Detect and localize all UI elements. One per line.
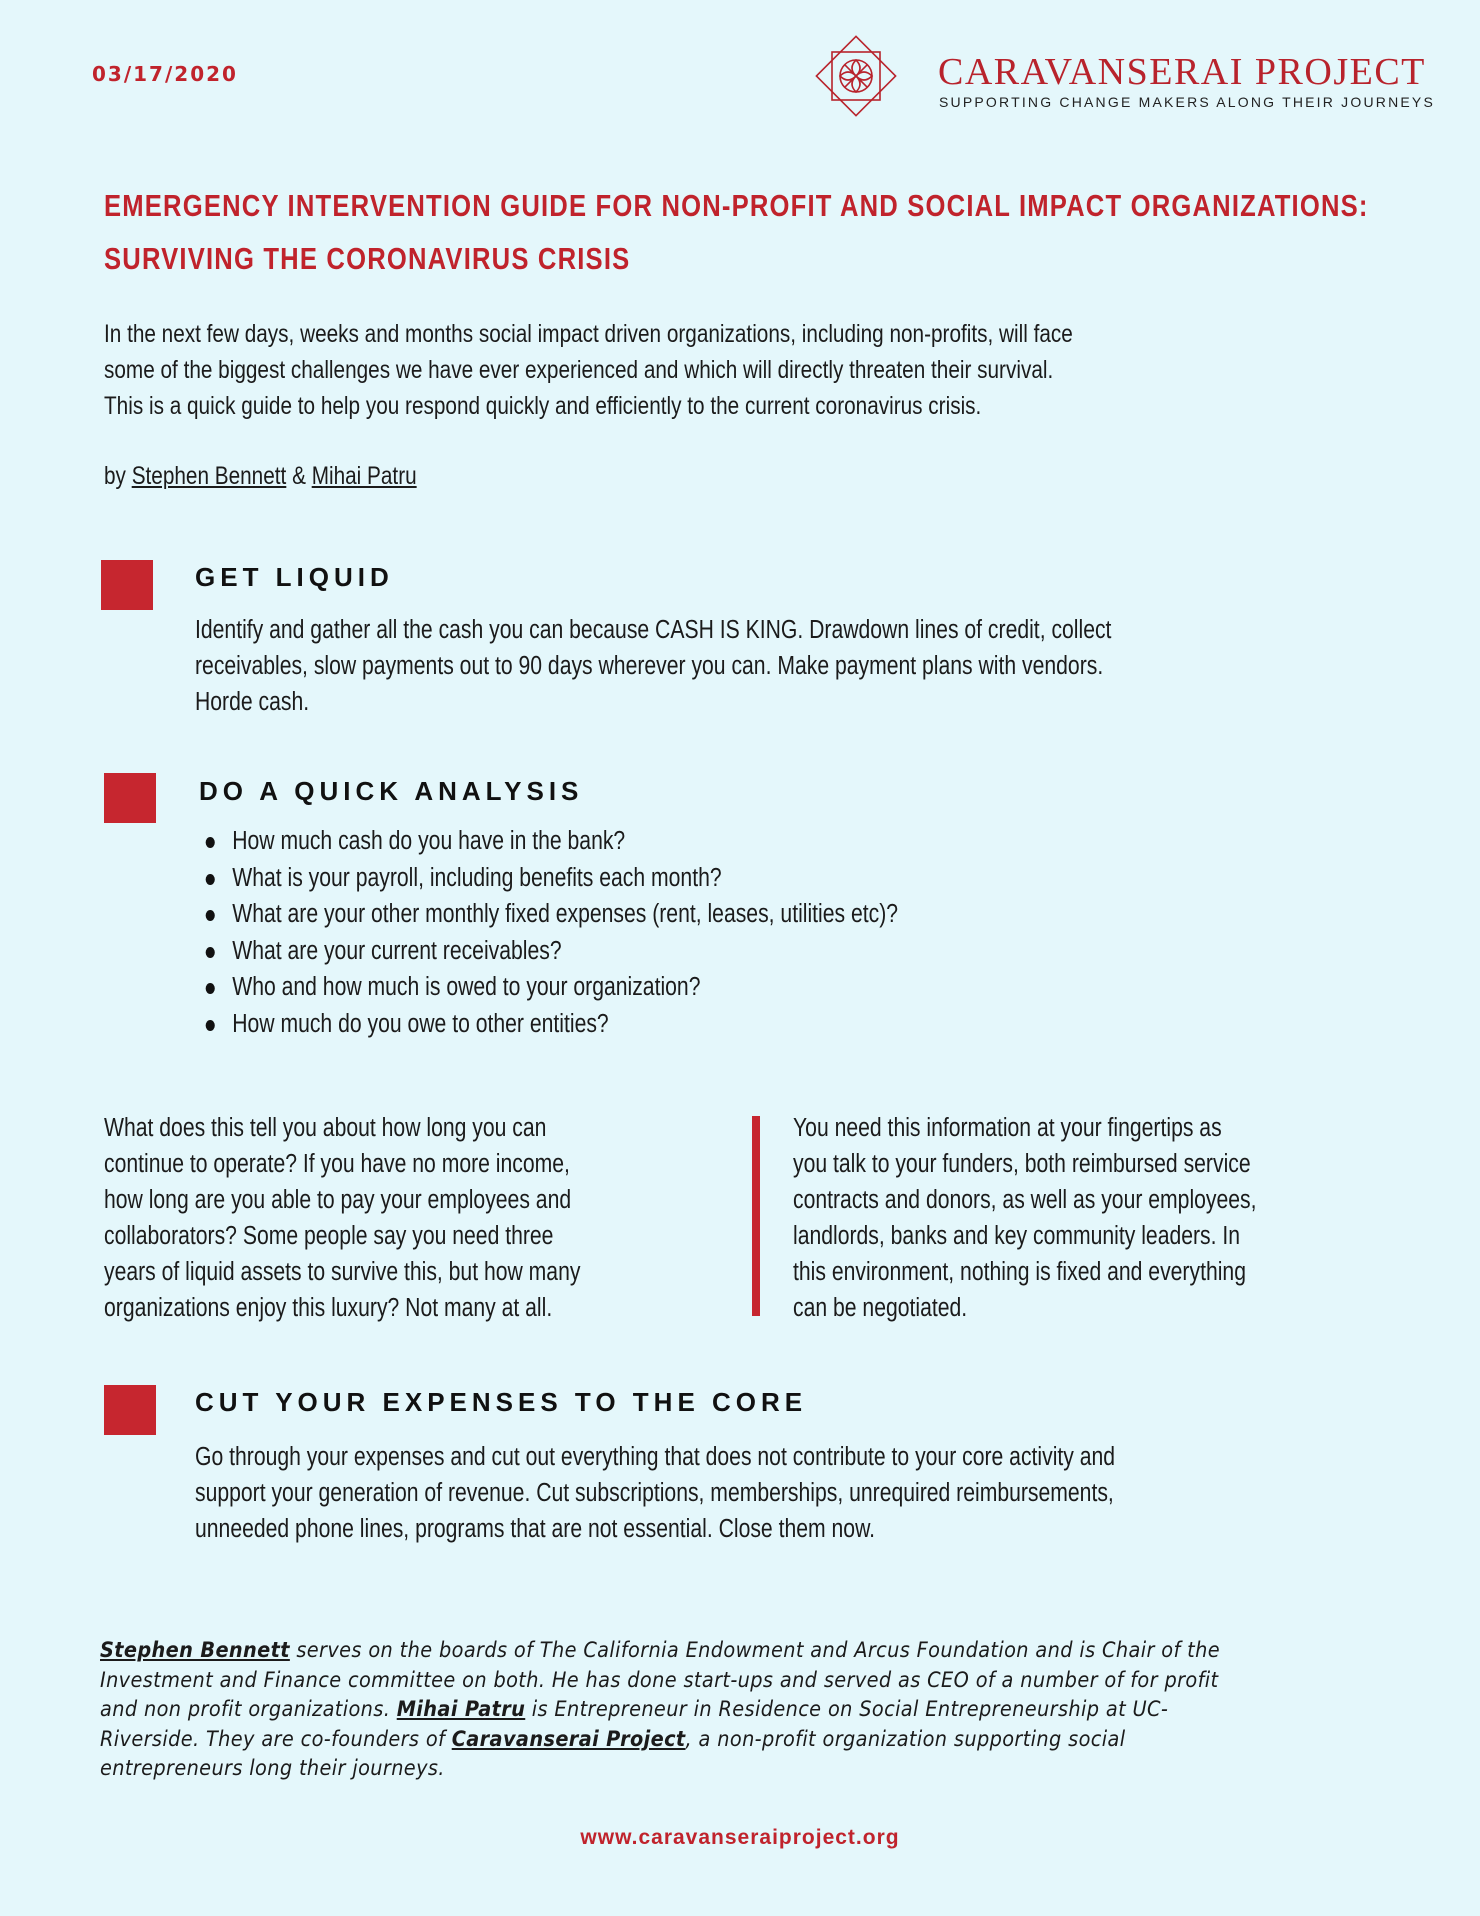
brand-tagline: SUPPORTING CHANGE MAKERS ALONG THEIR JOURNEYS xyxy=(939,94,1436,110)
brand-name: CARAVANSERAI PROJECT xyxy=(938,51,1426,93)
brand-header xyxy=(808,28,1436,124)
author-link-mihai-patru[interactable]: Mihai Patru xyxy=(311,462,417,490)
list-item: How much do you owe to other entities? xyxy=(204,1006,898,1043)
section-body-cut-expenses xyxy=(195,1439,1357,1547)
caravanserai-logo-icon xyxy=(808,28,904,124)
column-line: What does this tell you about how long you can xyxy=(104,1114,547,1142)
bio-org-link-caravanserai[interactable]: Caravanserai Project xyxy=(451,1726,686,1751)
intro-line: This is a quick guide to help you respond quickly and efficiently to the current coronavirus crisis. xyxy=(104,392,982,420)
intro-line: In the next few days, weeks and months social impact driven organizations, including non-profits, will face xyxy=(104,320,1073,348)
bio-text: , a non-profit organization supporting social xyxy=(685,1726,1126,1751)
column-line: collaborators? Some people say you need three xyxy=(104,1222,554,1250)
list-item: How much cash do you have in the bank? xyxy=(204,823,898,860)
body-line: Go through your expenses and cut out everything that does not contribute to your core activity and xyxy=(195,1443,1116,1471)
bio-text: Riverside. They are co-founders of xyxy=(100,1726,452,1751)
section-body-get-liquid xyxy=(195,612,1357,720)
bio-author-link-mihai-patru[interactable]: Mihai Patru xyxy=(396,1697,526,1721)
right-column-text xyxy=(793,1110,1257,1326)
column-line: You need this information at your fingertips as xyxy=(793,1114,1222,1142)
list-item: What are your other monthly fixed expenses (rent, leases, utilities etc)? xyxy=(204,896,898,933)
bio-text: is Entrepreneur in Residence on Social Entrepreneurship at UC- xyxy=(525,1697,1169,1721)
section-heading-cut-expenses: CUT YOUR EXPENSES TO THE CORE xyxy=(195,1387,808,1417)
section-heading-get-liquid: GET LIQUID xyxy=(195,562,394,592)
body-line: unneeded phone lines, programs that are not essential. Close them now. xyxy=(195,1515,876,1543)
list-item: What is your payroll, including benefits each month? xyxy=(204,860,898,897)
column-line: landlords, banks and key community leaders. In xyxy=(793,1222,1241,1250)
section-marker-square xyxy=(104,1385,156,1435)
byline xyxy=(104,462,417,491)
title-line: EMERGENCY INTERVENTION GUIDE FOR NON-PROFIT AND SOCIAL IMPACT ORGANIZATIONS: xyxy=(104,189,1369,223)
section-marker-square xyxy=(101,560,153,610)
analysis-question-list xyxy=(204,823,898,1042)
body-line: receivables, slow payments out to 90 days wherever you can. Make payment plans with vendors. xyxy=(195,652,1104,680)
byline-separator: & xyxy=(292,462,306,490)
bio-text: serves on the boards of The California Endowment and Arcus Foundation and is Chair of the xyxy=(289,1638,1220,1662)
column-line: organizations enjoy this luxury? Not many at all. xyxy=(104,1294,553,1322)
byline-prefix: by xyxy=(104,462,126,490)
column-line: how long are you able to pay your employees and xyxy=(104,1186,572,1214)
title-line: SURVIVING THE CORONAVIRUS CRISIS xyxy=(104,242,631,276)
intro-paragraph xyxy=(104,316,1183,424)
column-line: you talk to your funders, both reimbursed service xyxy=(793,1150,1251,1178)
bio-text: Investment and Finance committee on both. He has done start-ups and served as CEO of a number of for profit xyxy=(100,1667,1219,1692)
intro-line: some of the biggest challenges we have ever experienced and which will directly threaten their survival. xyxy=(104,356,1054,384)
body-line: Identify and gather all the cash you can because CASH IS KING. Drawdown lines of credit, collect xyxy=(195,616,1112,644)
list-item: Who and how much is owed to your organization? xyxy=(204,969,898,1006)
column-line: can be negotiated. xyxy=(793,1294,968,1322)
document-title xyxy=(104,180,1369,286)
body-line: support your generation of revenue. Cut subscriptions, memberships, unrequired reimbursements, xyxy=(195,1479,1114,1507)
left-column-text xyxy=(104,1110,580,1326)
column-line: years of liquid assets to survive this, but how many xyxy=(104,1258,581,1286)
list-item: What are your current receivables? xyxy=(204,933,898,970)
column-line: continue to operate? If you have no more income, xyxy=(104,1150,570,1178)
column-divider xyxy=(752,1116,760,1316)
column-line: this environment, nothing is fixed and everything xyxy=(793,1258,1246,1286)
date: 03/17/2020 xyxy=(92,62,238,86)
column-line: contracts and donors, as well as your employees, xyxy=(793,1186,1257,1214)
section-heading-quick-analysis: DO A QUICK ANALYSIS xyxy=(199,776,584,806)
section-marker-square xyxy=(104,773,156,823)
author-bio xyxy=(100,1636,1296,1784)
author-link-stephen-bennett[interactable]: Stephen Bennett xyxy=(131,462,287,490)
bio-text: and non profit organizations. xyxy=(100,1697,397,1721)
bio-text: entrepreneurs long their journeys. xyxy=(100,1756,445,1780)
bio-author-link-stephen-bennett[interactable]: Stephen Bennett xyxy=(100,1638,290,1662)
footer-website-link[interactable]: www.caravanseraiproject.org xyxy=(580,1826,900,1849)
body-line: Horde cash. xyxy=(195,688,310,716)
